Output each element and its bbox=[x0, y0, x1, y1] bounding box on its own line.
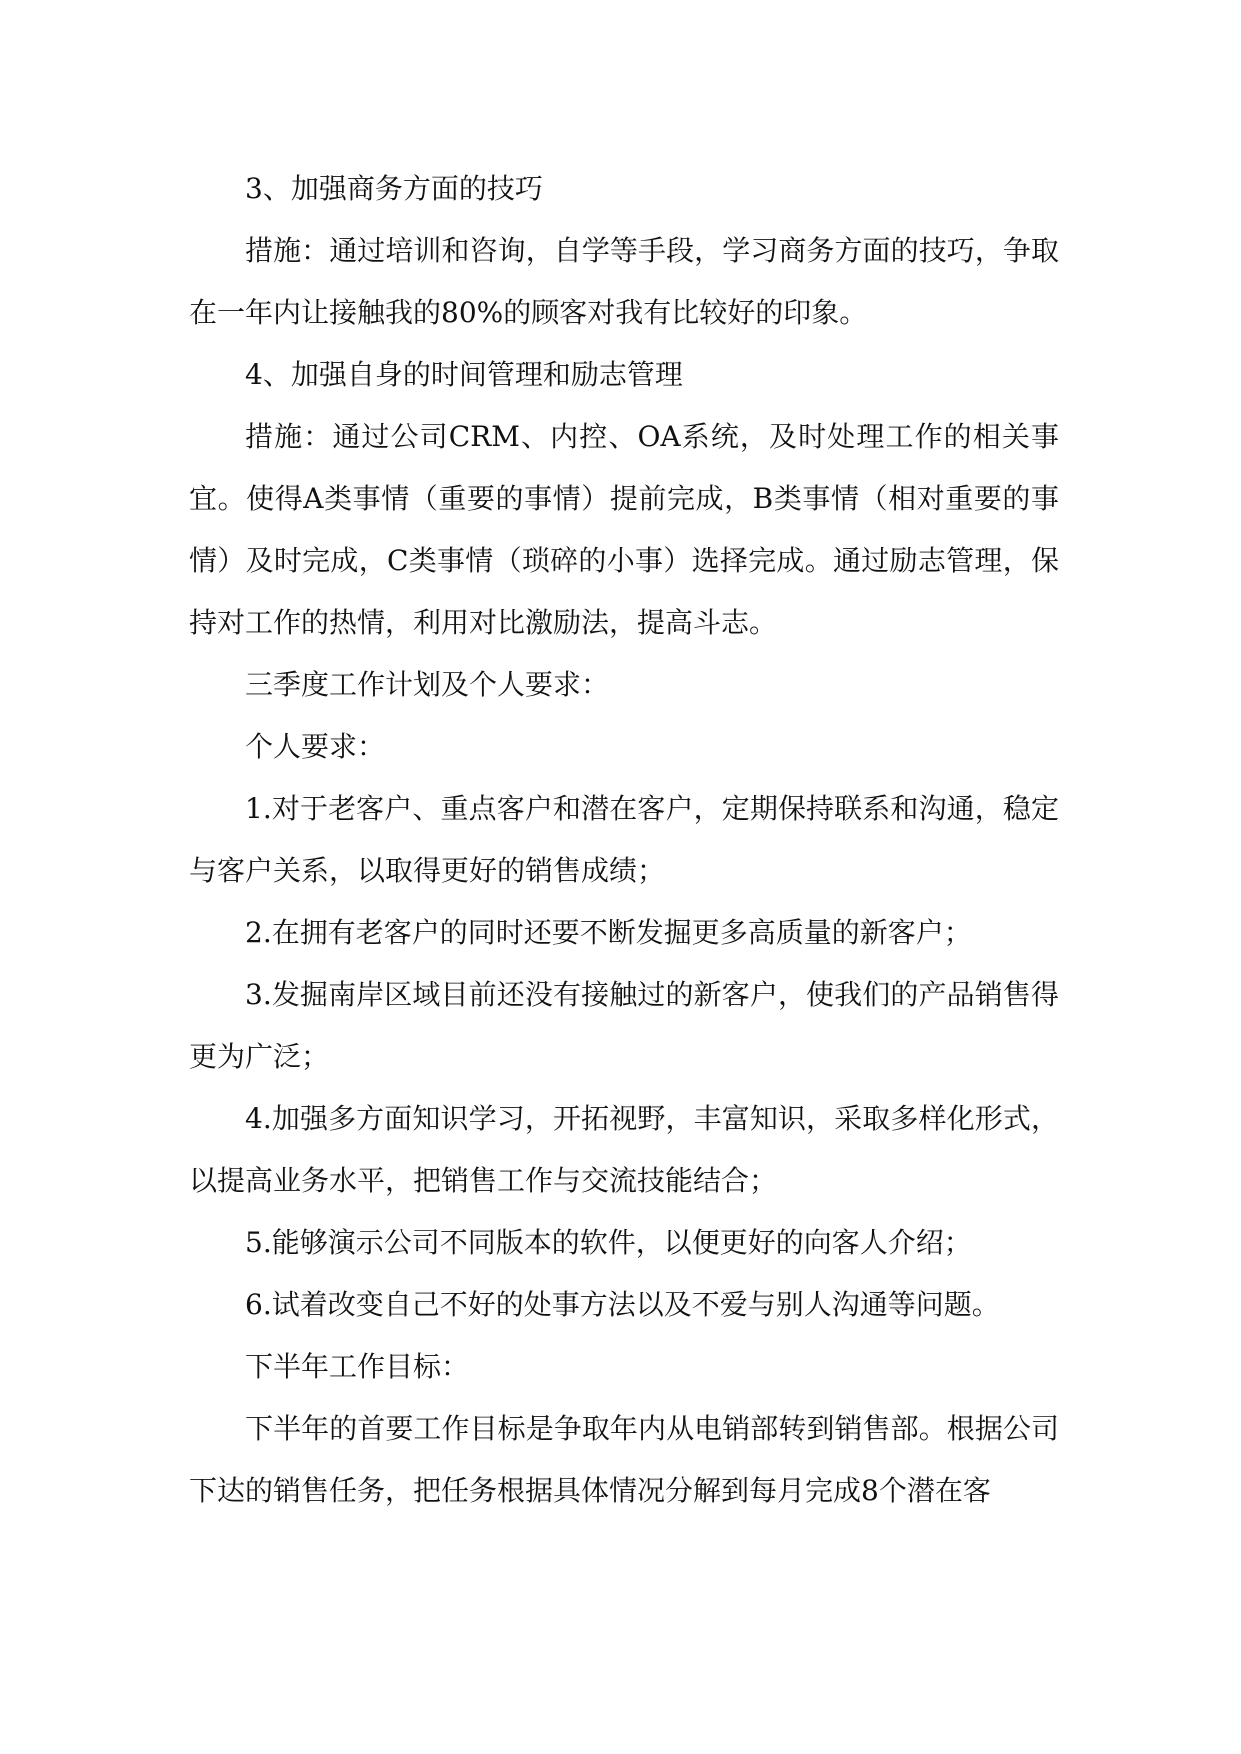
measure-business-skills: 措施：通过培训和咨询，自学等手段，学习商务方面的技巧，争取在一年内让接触我的80%的顾客对我有比较好的印象。 bbox=[189, 234, 1059, 329]
heading-h2-goals: 下半年工作目标： bbox=[245, 1350, 470, 1383]
h2-goals-paragraph: 下半年的首要工作目标是争取年内从电销部转到销售部。根据公司下达的销售任务，把任务根据具体情况分解到每月完成8个潜在客 bbox=[189, 1412, 1059, 1507]
requirement-item-4: 4.加强多方面知识学习，开拓视野，丰富知识，采取多样化形式，以提高业务水平，把销售工作与交流技能结合； bbox=[189, 1102, 1059, 1197]
heading-q3-plan: 三季度工作计划及个人要求： bbox=[245, 668, 610, 701]
measure-time-management: 措施：通过公司CRM、内控、OA系统，及时处理工作的相关事宜。使得A类事情（重要的事情）提前完成，B类事情（相对重要的事情）及时完成，C类事情（琐碎的小事）选择完成。通过励志管理，保持对工作的热情，利用对比激励法，提高斗志。 bbox=[189, 420, 1059, 639]
heading-time-management: 4、加强自身的时间管理和励志管理 bbox=[245, 358, 683, 391]
heading-personal-requirements: 个人要求： bbox=[245, 730, 386, 763]
requirement-item-5: 5.能够演示公司不同版本的软件，以便更好的向客人介绍； bbox=[245, 1226, 972, 1259]
heading-business-skills: 3、加强商务方面的技巧 bbox=[245, 172, 543, 205]
requirement-item-2: 2.在拥有老客户的同时还要不断发掘更多高质量的新客户； bbox=[245, 916, 972, 949]
requirement-item-1: 1.对于老客户、重点客户和潜在客户，定期保持联系和沟通，稳定与客户关系，以取得更好的销售成绩； bbox=[189, 792, 1059, 887]
requirement-item-6: 6.试着改变自己不好的处事方法以及不爱与别人沟通等问题。 bbox=[245, 1288, 1000, 1321]
document-body bbox=[189, 158, 1059, 1522]
requirement-item-3: 3.发掘南岸区域目前还没有接触过的新客户，使我们的产品销售得更为广泛； bbox=[189, 978, 1059, 1073]
